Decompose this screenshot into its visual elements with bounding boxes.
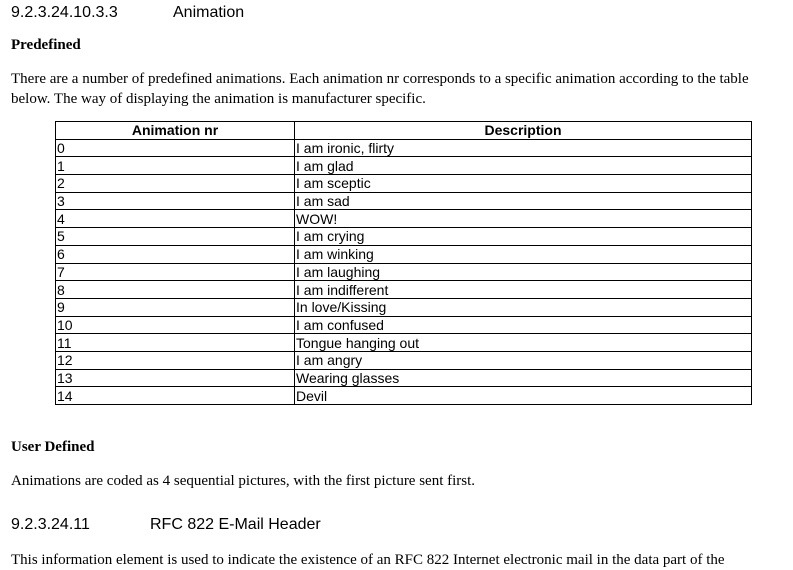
table-row — [56, 263, 752, 281]
description-cell: I am sad — [295, 192, 752, 210]
description-cell: I am glad — [295, 157, 752, 175]
description-cell: WOW! — [295, 210, 752, 228]
rfc822-paragraph: This information element is used to indicate the existence of an RFC 822 Internet electronic mail in the data part of the — [11, 552, 725, 568]
section-number-animation: 9.2.3.24.10.3.3 — [11, 4, 118, 21]
table-row — [56, 139, 752, 157]
description-cell: I am confused — [295, 316, 752, 334]
table-row — [56, 351, 752, 369]
animation-nr-cell: 8 — [56, 281, 295, 299]
table-row — [56, 245, 752, 263]
animation-nr-cell: 11 — [56, 334, 295, 352]
section-title-rfc822: RFC 822 E-Mail Header — [150, 516, 321, 533]
predefined-heading: Predefined — [11, 37, 81, 53]
table-row — [56, 298, 752, 316]
table-row — [56, 316, 752, 334]
animation-nr-cell: 9 — [56, 298, 295, 316]
description-cell: I am laughing — [295, 263, 752, 281]
section-number-rfc822: 9.2.3.24.11 — [11, 516, 90, 533]
table-row — [56, 369, 752, 387]
description-cell: Tongue hanging out — [295, 334, 752, 352]
user-defined-paragraph: Animations are coded as 4 sequential pictures, with the first picture sent first. — [11, 473, 476, 489]
description-cell: I am crying — [295, 228, 752, 246]
description-cell: I am angry — [295, 351, 752, 369]
description-cell: Wearing glasses — [295, 369, 752, 387]
animation-nr-cell: 5 — [56, 228, 295, 246]
description-cell: I am ironic, flirty — [295, 139, 752, 157]
animation-nr-cell: 6 — [56, 245, 295, 263]
animation-nr-cell: 2 — [56, 175, 295, 193]
table-row — [56, 157, 752, 175]
animation-nr-cell: 13 — [56, 369, 295, 387]
description-cell: In love/Kissing — [295, 298, 752, 316]
table-row — [56, 334, 752, 352]
table-row — [56, 228, 752, 246]
table-header-row — [56, 122, 752, 140]
description-cell: I am sceptic — [295, 175, 752, 193]
table-row — [56, 281, 752, 299]
animation-nr-cell: 7 — [56, 263, 295, 281]
table-row — [56, 387, 752, 405]
animation-nr-cell: 3 — [56, 192, 295, 210]
section-title-animation: Animation — [173, 4, 245, 21]
description-cell: I am winking — [295, 245, 752, 263]
table-row — [56, 210, 752, 228]
predefined-paragraph: There are a number of predefined animations. Each animation nr corresponds to a specific animation according to the table below. The way of displaying the animation is manufacturer specific. — [11, 71, 749, 107]
description-cell: I am indifferent — [295, 281, 752, 299]
description-cell: Devil — [295, 387, 752, 405]
table-row — [56, 192, 752, 210]
table-row — [56, 175, 752, 193]
animation-nr-cell: 10 — [56, 316, 295, 334]
animation-nr-cell: 1 — [56, 157, 295, 175]
animation-table — [55, 121, 752, 405]
user-defined-heading: User Defined — [11, 439, 95, 455]
animation-nr-cell: 12 — [56, 351, 295, 369]
column-header-description: Description — [295, 122, 752, 140]
column-header-animation-nr: Animation nr — [56, 122, 295, 140]
animation-nr-cell: 0 — [56, 139, 295, 157]
animation-nr-cell: 4 — [56, 210, 295, 228]
animation-nr-cell: 14 — [56, 387, 295, 405]
